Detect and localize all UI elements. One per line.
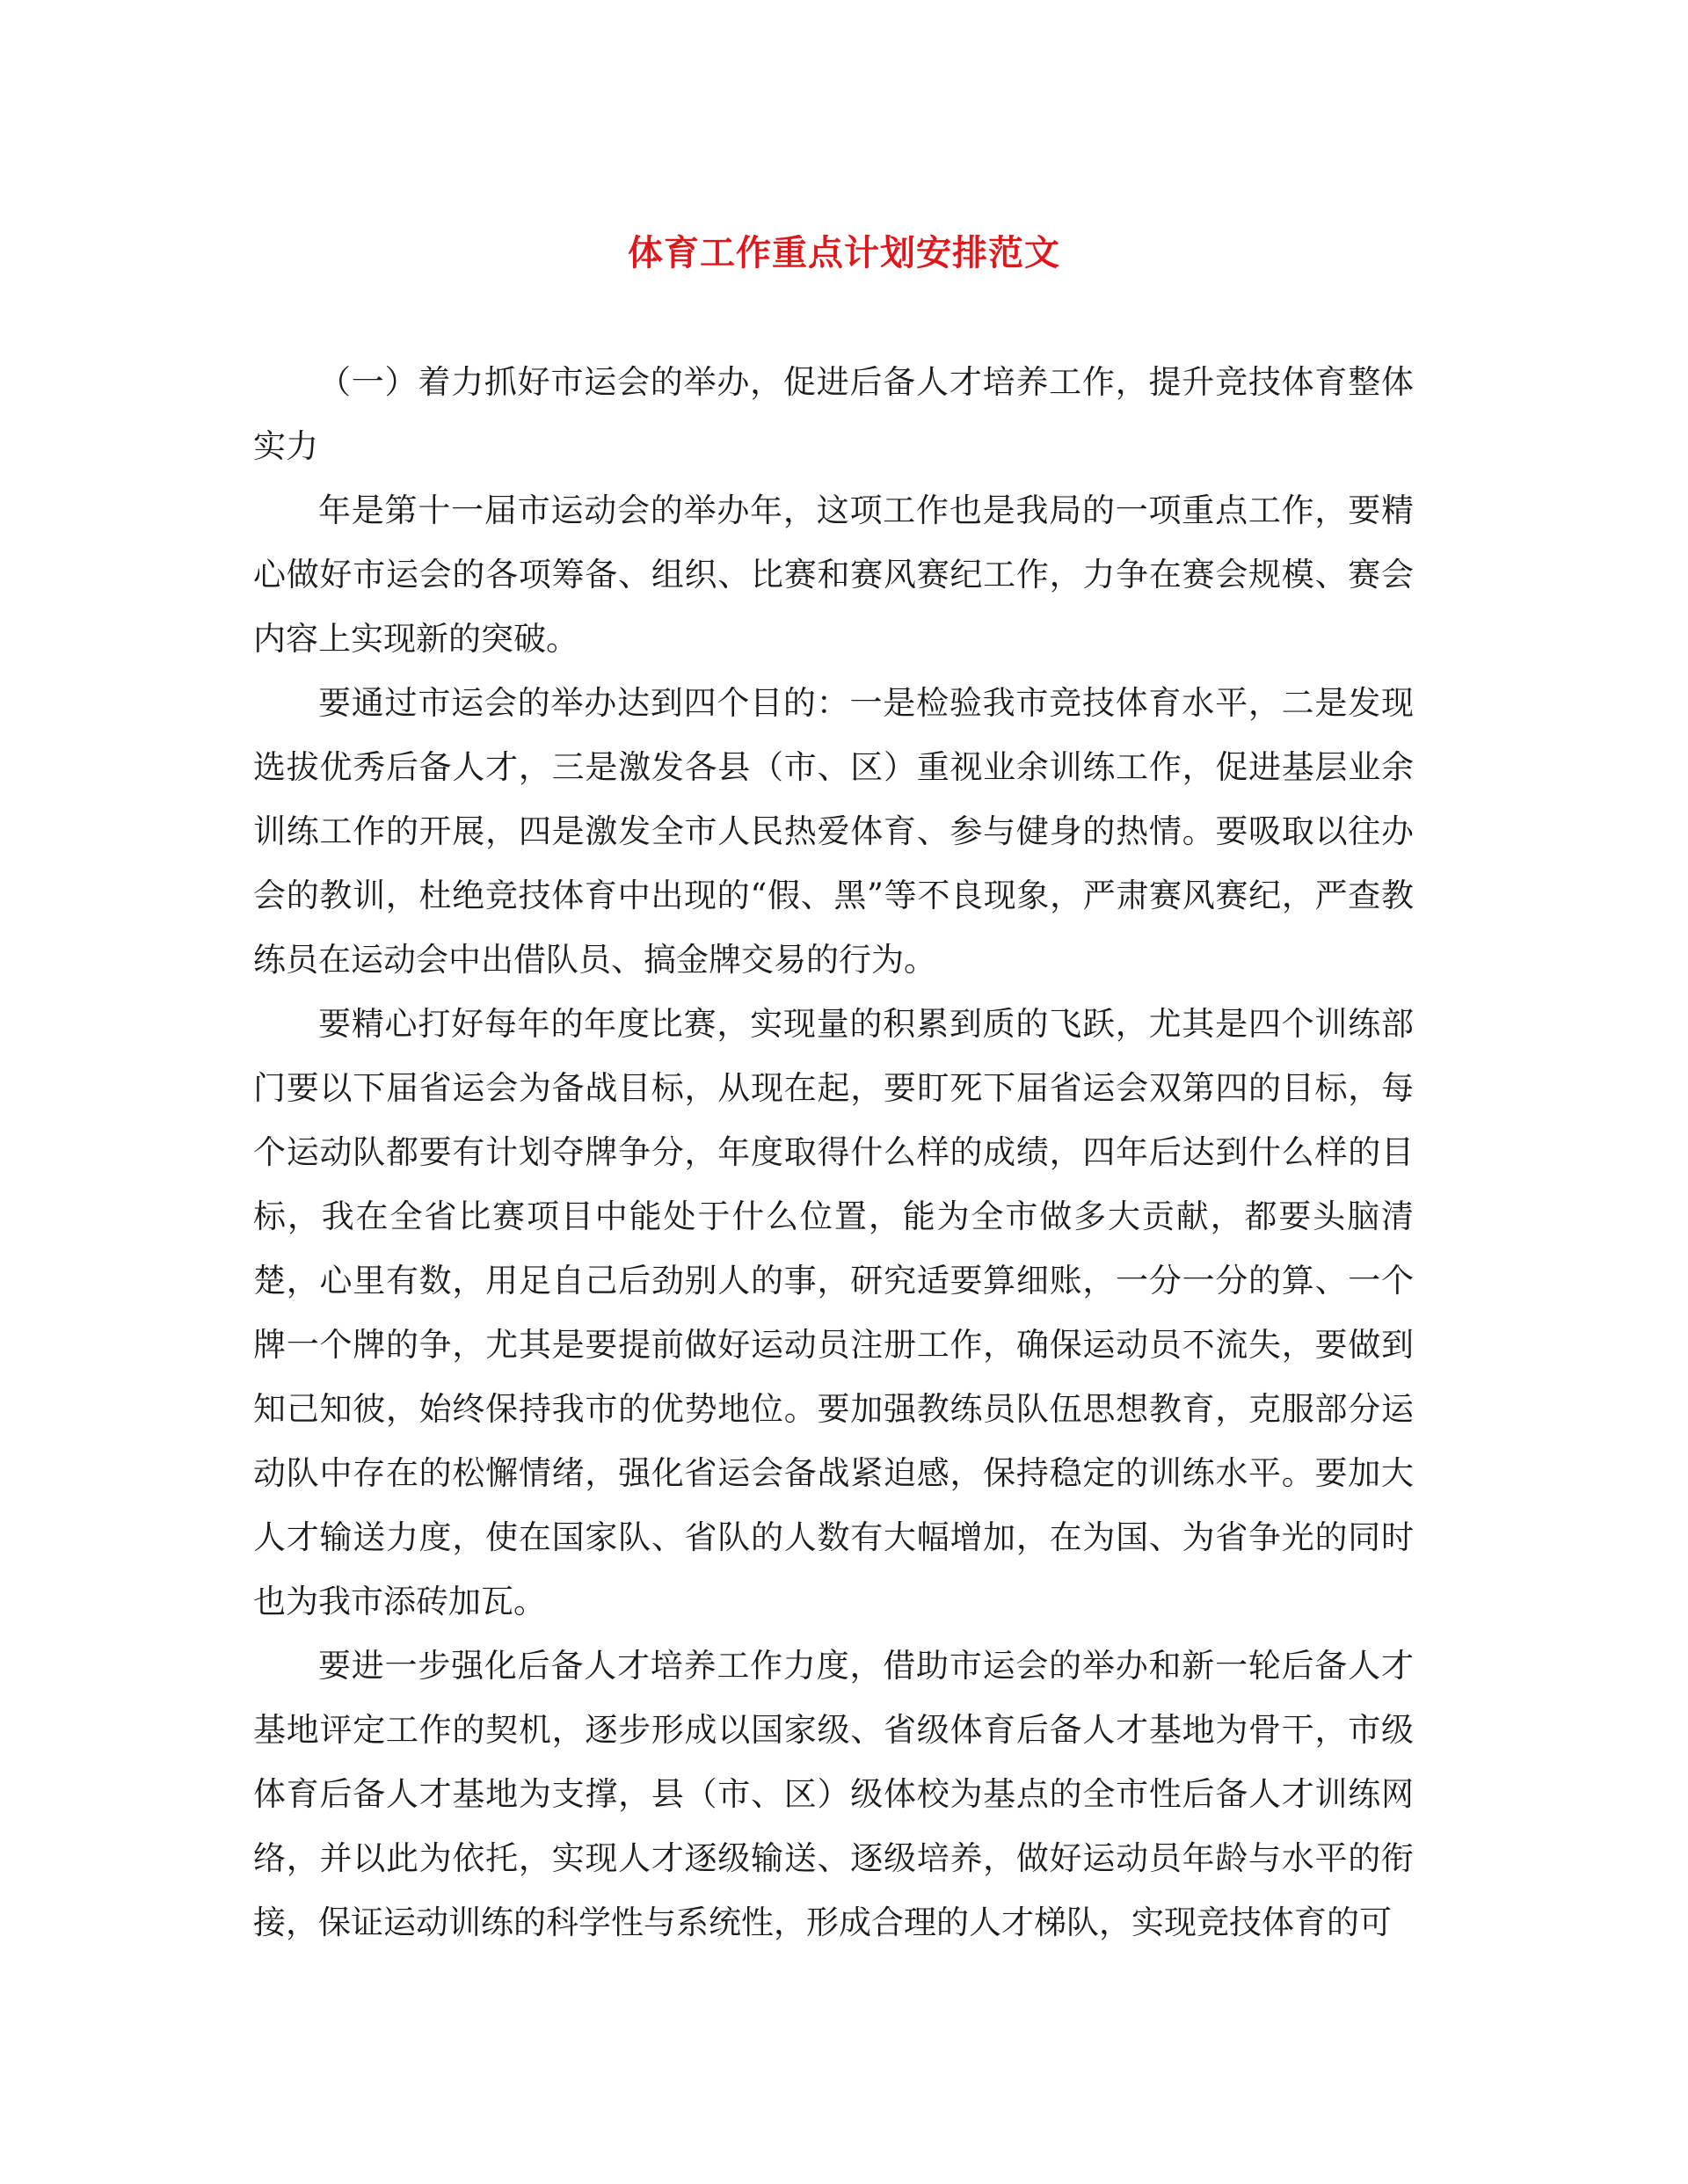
- document-body: [253, 350, 1414, 1955]
- paragraph-4: 要精心打好每年的年度比赛，实现量的积累到质的飞跃，尤其是四个训练部门要以下届省运会为备战目标，从现在起，要盯死下届省运会双第四的目标，每个运动队都要有计划夺牌争分，年度取得什么样的成绩，四年后达到什么样的目标，我在全省比赛项目中能处于什么位置，能为全市做多大贡献，都要头脑清楚，心里有数，用足自己后劲别人的事，研究适要算细账，一分一分的算、一个牌一个牌的争，尤其是要提前做好运动员注册工作，确保运动员不流失，要做到知己知彼，始终保持我市的优势地位。要加强教练员队伍思想教育，克服部分运动队中存在的松懈情绪，强化省运会备战紧迫感，保持稳定的训练水平。要加大人才输送力度，使在国家队、省队的人数有大幅增加，在为国、为省争光的同时也为我市添砖加瓦。: [253, 1005, 1414, 1620]
- paragraph-heading-1: （一）着力抓好市运会的举办，促进后备人才培养工作，提升竞技体育整体实力: [253, 363, 1414, 465]
- paragraph-2: 年是第十一届市运动会的举办年，这项工作也是我局的一项重点工作，要精心做好市运会的各项筹备、组织、比赛和赛风赛纪工作，力争在赛会规模、赛会内容上实现新的突破。: [253, 491, 1414, 658]
- document-title: 体育工作重点计划安排范文: [628, 232, 1060, 273]
- paragraph-3: 要通过市运会的举办达到四个目的：一是检验我市竞技体育水平，二是发现选拔优秀后备人才，三是激发各县（市、区）重视业余训练工作，促进基层业余训练工作的开展，四是激发全市人民热爱体育、参与健身的热情。要吸取以往办会的教训，杜绝竞技体育中出现的“假、黑”等不良现象，严肃赛风赛纪，严查教练员在运动会中出借队员、搞金牌交易的行为。: [253, 684, 1414, 979]
- paragraph-5: 要进一步强化后备人才培养工作力度，借助市运会的举办和新一轮后备人才基地评定工作的契机，逐步形成以国家级、省级体育后备人才基地为骨干，市级体育后备人才基地为支撑，县（市、区）级体校为基点的全市性后备人才训练网络，并以此为依托，实现人才逐级输送、逐级培养，做好运动员年龄与水平的衔接，保证运动训练的科学性与系统性，形成合理的人才梯队，实现竞技体育的可: [253, 1647, 1414, 1941]
